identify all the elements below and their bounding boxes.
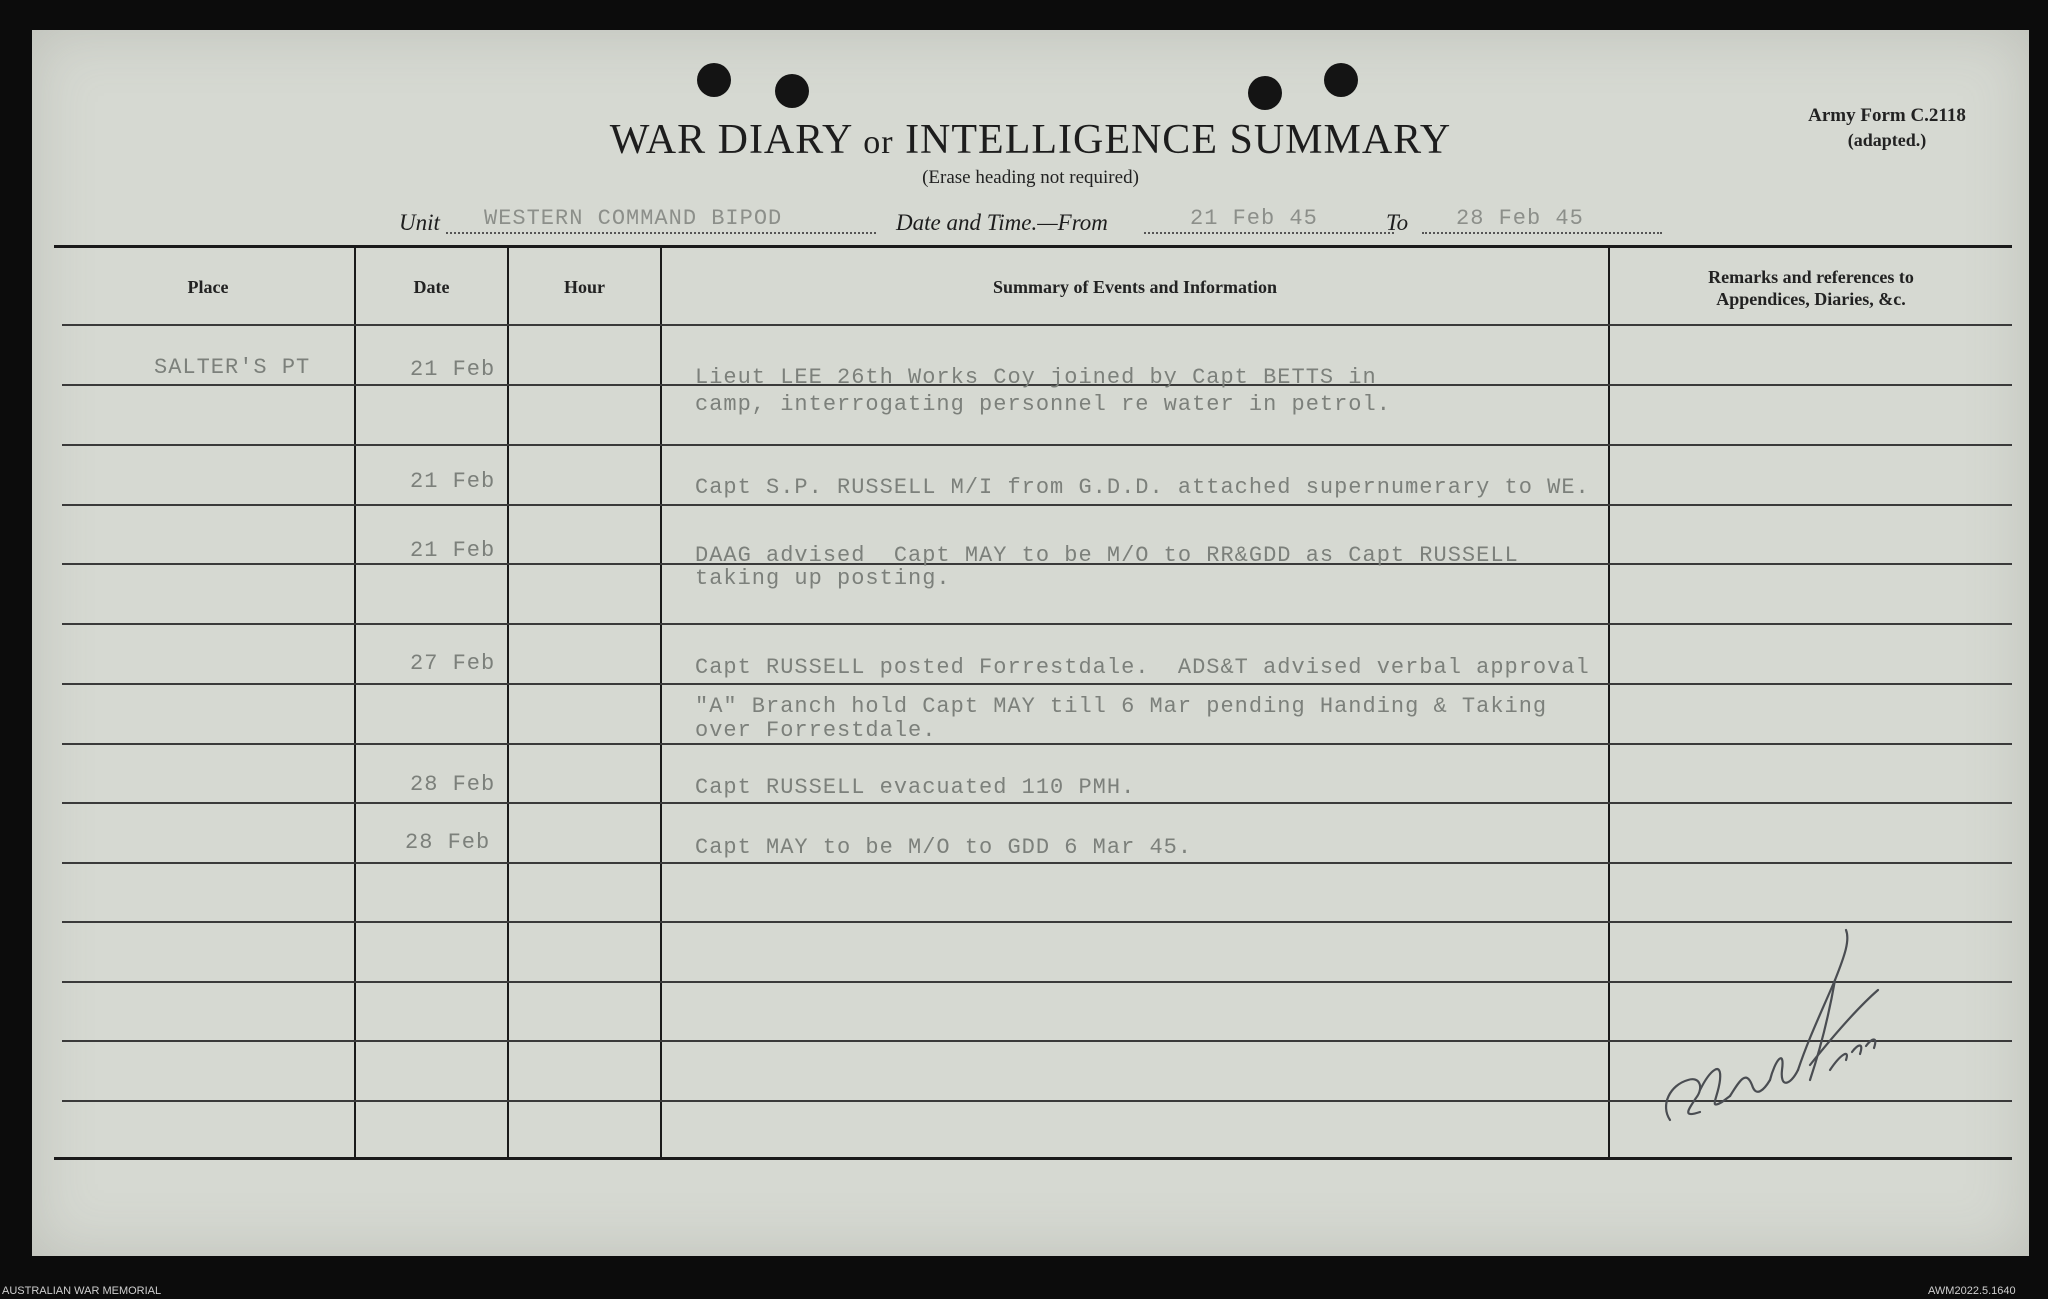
column-rule [507, 246, 509, 1158]
to-label: To [1386, 210, 1409, 235]
entry-summary-line: taking up posting. [695, 566, 951, 591]
entry-summary-line: Lieut LEE 26th Works Coy joined by Capt BETTS in [695, 365, 1377, 390]
ruled-line [62, 862, 2012, 864]
entry-date: 27 Feb [410, 651, 496, 676]
from-dotted-line [1144, 232, 1394, 234]
ruled-line [62, 683, 2012, 685]
punch-hole [697, 63, 731, 97]
from-value: 21 Feb 45 [1190, 206, 1318, 231]
to-dotted-line [1422, 232, 1662, 234]
punch-hole [775, 74, 809, 108]
table-top-rule [54, 245, 2012, 248]
ruled-line [62, 504, 2012, 506]
entry-summary-line: camp, interrogating personnel re water in petrol. [695, 392, 1391, 417]
form-subtitle: (Erase heading not required) [922, 167, 1139, 188]
entry-date: 21 Feb [410, 357, 496, 382]
entry-date: 21 Feb [410, 469, 496, 494]
form-title: WAR DIARY or INTELLIGENCE SUMMARY [609, 117, 1452, 163]
date-time-label: Date and Time.—From [896, 210, 1108, 235]
column-rule [1608, 246, 1610, 1158]
column-rule [354, 246, 356, 1158]
entry-date: 21 Feb [410, 538, 496, 563]
to-value: 28 Feb 45 [1456, 206, 1584, 231]
entry-summary-line: Capt S.P. RUSSELL M/I from G.D.D. attached supernumerary to WE. [695, 475, 1590, 500]
footer-left: AUSTRALIAN WAR MEMORIAL [2, 1285, 162, 1297]
punch-hole [1324, 63, 1358, 97]
unit-dotted-line [446, 232, 876, 234]
entry-summary-line: over Forrestdale. [695, 718, 937, 743]
table-bottom-rule [54, 1157, 2012, 1160]
entry-place: SALTER'S PT [154, 355, 311, 380]
column-header-hour: Hour [563, 277, 605, 297]
unit-label: Unit [399, 210, 440, 235]
column-header-date: Date [413, 277, 450, 297]
army-form-number: Army Form C.2118 (adapted.) [1808, 105, 1966, 150]
entry-summary-line: DAAG advised Capt MAY to be M/O to RR&GDD as Capt RUSSELL [695, 543, 1519, 568]
ruled-line [62, 324, 2012, 326]
column-header-place: Place [187, 277, 229, 297]
punch-hole [1248, 76, 1282, 110]
ruled-line [62, 802, 2012, 804]
ruled-line [62, 444, 2012, 446]
entry-date: 28 Feb [405, 830, 491, 855]
column-rule [660, 246, 662, 1158]
column-header-remarks: Remarks and references to Appendices, Diaries, &c. [1708, 267, 1914, 309]
entry-date: 28 Feb [410, 772, 496, 797]
diary-page [32, 30, 2029, 1256]
column-header-summary: Summary of Events and Information [992, 277, 1278, 297]
ruled-line [62, 743, 2012, 745]
entry-summary-line: Capt RUSSELL posted Forrestdale. ADS&T advised verbal approval [695, 655, 1590, 680]
entry-summary-line: "A" Branch hold Capt MAY till 6 Mar pending Handing & Taking [695, 694, 1548, 719]
handwritten-signature [1660, 920, 1900, 1140]
footer-right: AWM2022.5.1640 [1928, 1285, 2016, 1297]
unit-value: WESTERN COMMAND BIPOD [484, 206, 783, 231]
ruled-line [62, 623, 2012, 625]
entry-summary-line: Capt MAY to be M/O to GDD 6 Mar 45. [695, 835, 1193, 860]
entry-summary-line: Capt RUSSELL evacuated 110 PMH. [695, 775, 1136, 800]
